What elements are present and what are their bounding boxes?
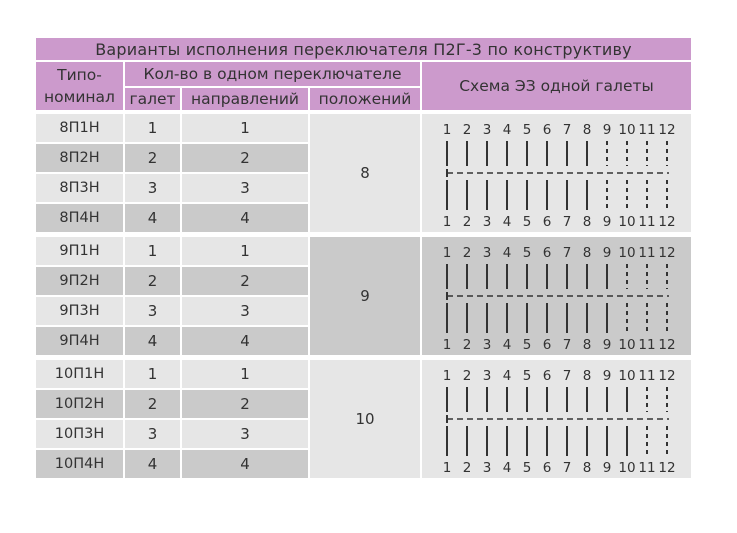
scheme-top-label: 3: [482, 122, 492, 138]
scheme-bottom-label: 11: [638, 337, 656, 353]
scheme-top-label: 2: [462, 368, 472, 384]
scheme-bottom-label: 2: [462, 214, 472, 230]
scheme-top-label: 3: [482, 245, 492, 261]
scheme-bottom-label: 6: [542, 214, 552, 230]
scheme-top-label: 5: [522, 368, 532, 384]
wafer-scheme: [422, 360, 691, 478]
wafer-scheme-diagram: [422, 360, 691, 478]
scheme-top-label: 5: [522, 245, 532, 261]
scheme-bottom-label: 6: [542, 337, 552, 353]
row-wafers: 3: [125, 174, 180, 202]
row-directions: 2: [182, 267, 308, 295]
header-count-group: Кол-во в одном переключателе: [125, 62, 420, 86]
scheme-bottom-label: 7: [562, 337, 572, 353]
scheme-bottom-label: 8: [582, 337, 592, 353]
header-type-line2: номинал: [44, 88, 115, 106]
scheme-top-label: 4: [502, 368, 512, 384]
scheme-bottom-label: 4: [502, 460, 512, 476]
row-name: 9П2Н: [36, 267, 123, 295]
row-directions: 4: [182, 450, 308, 478]
scheme-top-label: 4: [502, 245, 512, 261]
row-name: 8П4Н: [36, 204, 123, 232]
header-directions: направлений: [182, 88, 308, 110]
scheme-bottom-label: 9: [602, 460, 612, 476]
row-name: 10П1Н: [36, 360, 123, 388]
scheme-bottom-label: 2: [462, 460, 472, 476]
scheme-bottom-label: 5: [522, 214, 532, 230]
scheme-bottom-label: 11: [638, 460, 656, 476]
scheme-bottom-label: 5: [522, 460, 532, 476]
row-name: 10П2Н: [36, 390, 123, 418]
scheme-bottom-label: 3: [482, 214, 492, 230]
scheme-top-label: 11: [638, 122, 656, 138]
row-wafers: 2: [125, 390, 180, 418]
row-wafers: 1: [125, 114, 180, 142]
row-name: 9П4Н: [36, 327, 123, 355]
scheme-top-label: 6: [542, 122, 552, 138]
scheme-bottom-label: 1: [442, 337, 452, 353]
scheme-bottom-label: 1: [442, 460, 452, 476]
scheme-top-label: 2: [462, 245, 472, 261]
header-type-line1: Типо-: [57, 66, 102, 84]
row-directions: 2: [182, 390, 308, 418]
scheme-top-label: 10: [618, 245, 636, 261]
scheme-top-label: 5: [522, 122, 532, 138]
row-name: 9П3Н: [36, 297, 123, 325]
group-positions: 10: [310, 360, 420, 478]
scheme-bottom-label: 7: [562, 460, 572, 476]
scheme-top-label: 11: [638, 368, 656, 384]
scheme-top-label: 6: [542, 368, 552, 384]
row-directions: 1: [182, 360, 308, 388]
group-positions: 9: [310, 237, 420, 355]
scheme-bottom-label: 9: [602, 337, 612, 353]
row-name: 10П4Н: [36, 450, 123, 478]
scheme-top-label: 11: [638, 245, 656, 261]
scheme-top-label: 12: [658, 122, 676, 138]
row-directions: 3: [182, 174, 308, 202]
row-directions: 2: [182, 144, 308, 172]
scheme-bottom-label: 6: [542, 460, 552, 476]
scheme-top-label: 7: [562, 122, 572, 138]
row-wafers: 2: [125, 267, 180, 295]
header-type-cell: [36, 62, 123, 110]
scheme-top-label: 7: [562, 368, 572, 384]
scheme-top-label: 3: [482, 368, 492, 384]
wafer-scheme-diagram: [422, 114, 691, 232]
scheme-top-label: 2: [462, 122, 472, 138]
row-wafers: 2: [125, 144, 180, 172]
scheme-top-label: 1: [442, 245, 452, 261]
scheme-top-label: 10: [618, 368, 636, 384]
header-scheme: Схема ЭЗ одной галеты: [422, 62, 691, 110]
scheme-top-label: 7: [562, 245, 572, 261]
table-title: Варианты исполнения переключателя П2Г-3 по конструктиву: [36, 38, 691, 60]
scheme-top-label: 4: [502, 122, 512, 138]
scheme-top-label: 9: [602, 122, 612, 138]
scheme-bottom-label: 12: [658, 460, 676, 476]
row-name: 8П3Н: [36, 174, 123, 202]
scheme-top-label: 9: [602, 368, 612, 384]
scheme-bottom-label: 2: [462, 337, 472, 353]
scheme-bottom-label: 3: [482, 460, 492, 476]
wafer-scheme: [422, 237, 691, 355]
scheme-bottom-label: 8: [582, 460, 592, 476]
row-wafers: 3: [125, 420, 180, 448]
row-directions: 4: [182, 204, 308, 232]
row-name: 10П3Н: [36, 420, 123, 448]
row-directions: 4: [182, 327, 308, 355]
row-wafers: 4: [125, 327, 180, 355]
scheme-top-label: 6: [542, 245, 552, 261]
scheme-top-label: 12: [658, 368, 676, 384]
row-name: 9П1Н: [36, 237, 123, 265]
scheme-bottom-label: 4: [502, 214, 512, 230]
scheme-top-label: 1: [442, 122, 452, 138]
scheme-top-label: 8: [582, 245, 592, 261]
scheme-top-label: 12: [658, 245, 676, 261]
scheme-bottom-label: 1: [442, 214, 452, 230]
header-wafers: галет: [125, 88, 180, 110]
group-positions: 8: [310, 114, 420, 232]
row-name: 8П2Н: [36, 144, 123, 172]
header-positions: положений: [310, 88, 420, 110]
scheme-bottom-label: 3: [482, 337, 492, 353]
scheme-bottom-label: 4: [502, 337, 512, 353]
row-directions: 1: [182, 114, 308, 142]
scheme-top-label: 8: [582, 368, 592, 384]
scheme-bottom-label: 9: [602, 214, 612, 230]
scheme-bottom-label: 10: [618, 214, 636, 230]
row-directions: 3: [182, 420, 308, 448]
row-wafers: 1: [125, 237, 180, 265]
scheme-top-label: 9: [602, 245, 612, 261]
scheme-bottom-label: 5: [522, 337, 532, 353]
scheme-bottom-label: 12: [658, 214, 676, 230]
row-wafers: 3: [125, 297, 180, 325]
scheme-bottom-label: 10: [618, 460, 636, 476]
row-wafers: 4: [125, 450, 180, 478]
scheme-top-label: 1: [442, 368, 452, 384]
scheme-bottom-label: 8: [582, 214, 592, 230]
row-wafers: 4: [125, 204, 180, 232]
row-directions: 3: [182, 297, 308, 325]
row-wafers: 1: [125, 360, 180, 388]
scheme-top-label: 8: [582, 122, 592, 138]
wafer-scheme-diagram: [422, 237, 691, 355]
scheme-bottom-label: 12: [658, 337, 676, 353]
wafer-scheme: [422, 114, 691, 232]
row-directions: 1: [182, 237, 308, 265]
scheme-bottom-label: 10: [618, 337, 636, 353]
row-name: 8П1Н: [36, 114, 123, 142]
scheme-bottom-label: 11: [638, 214, 656, 230]
scheme-bottom-label: 7: [562, 214, 572, 230]
scheme-top-label: 10: [618, 122, 636, 138]
